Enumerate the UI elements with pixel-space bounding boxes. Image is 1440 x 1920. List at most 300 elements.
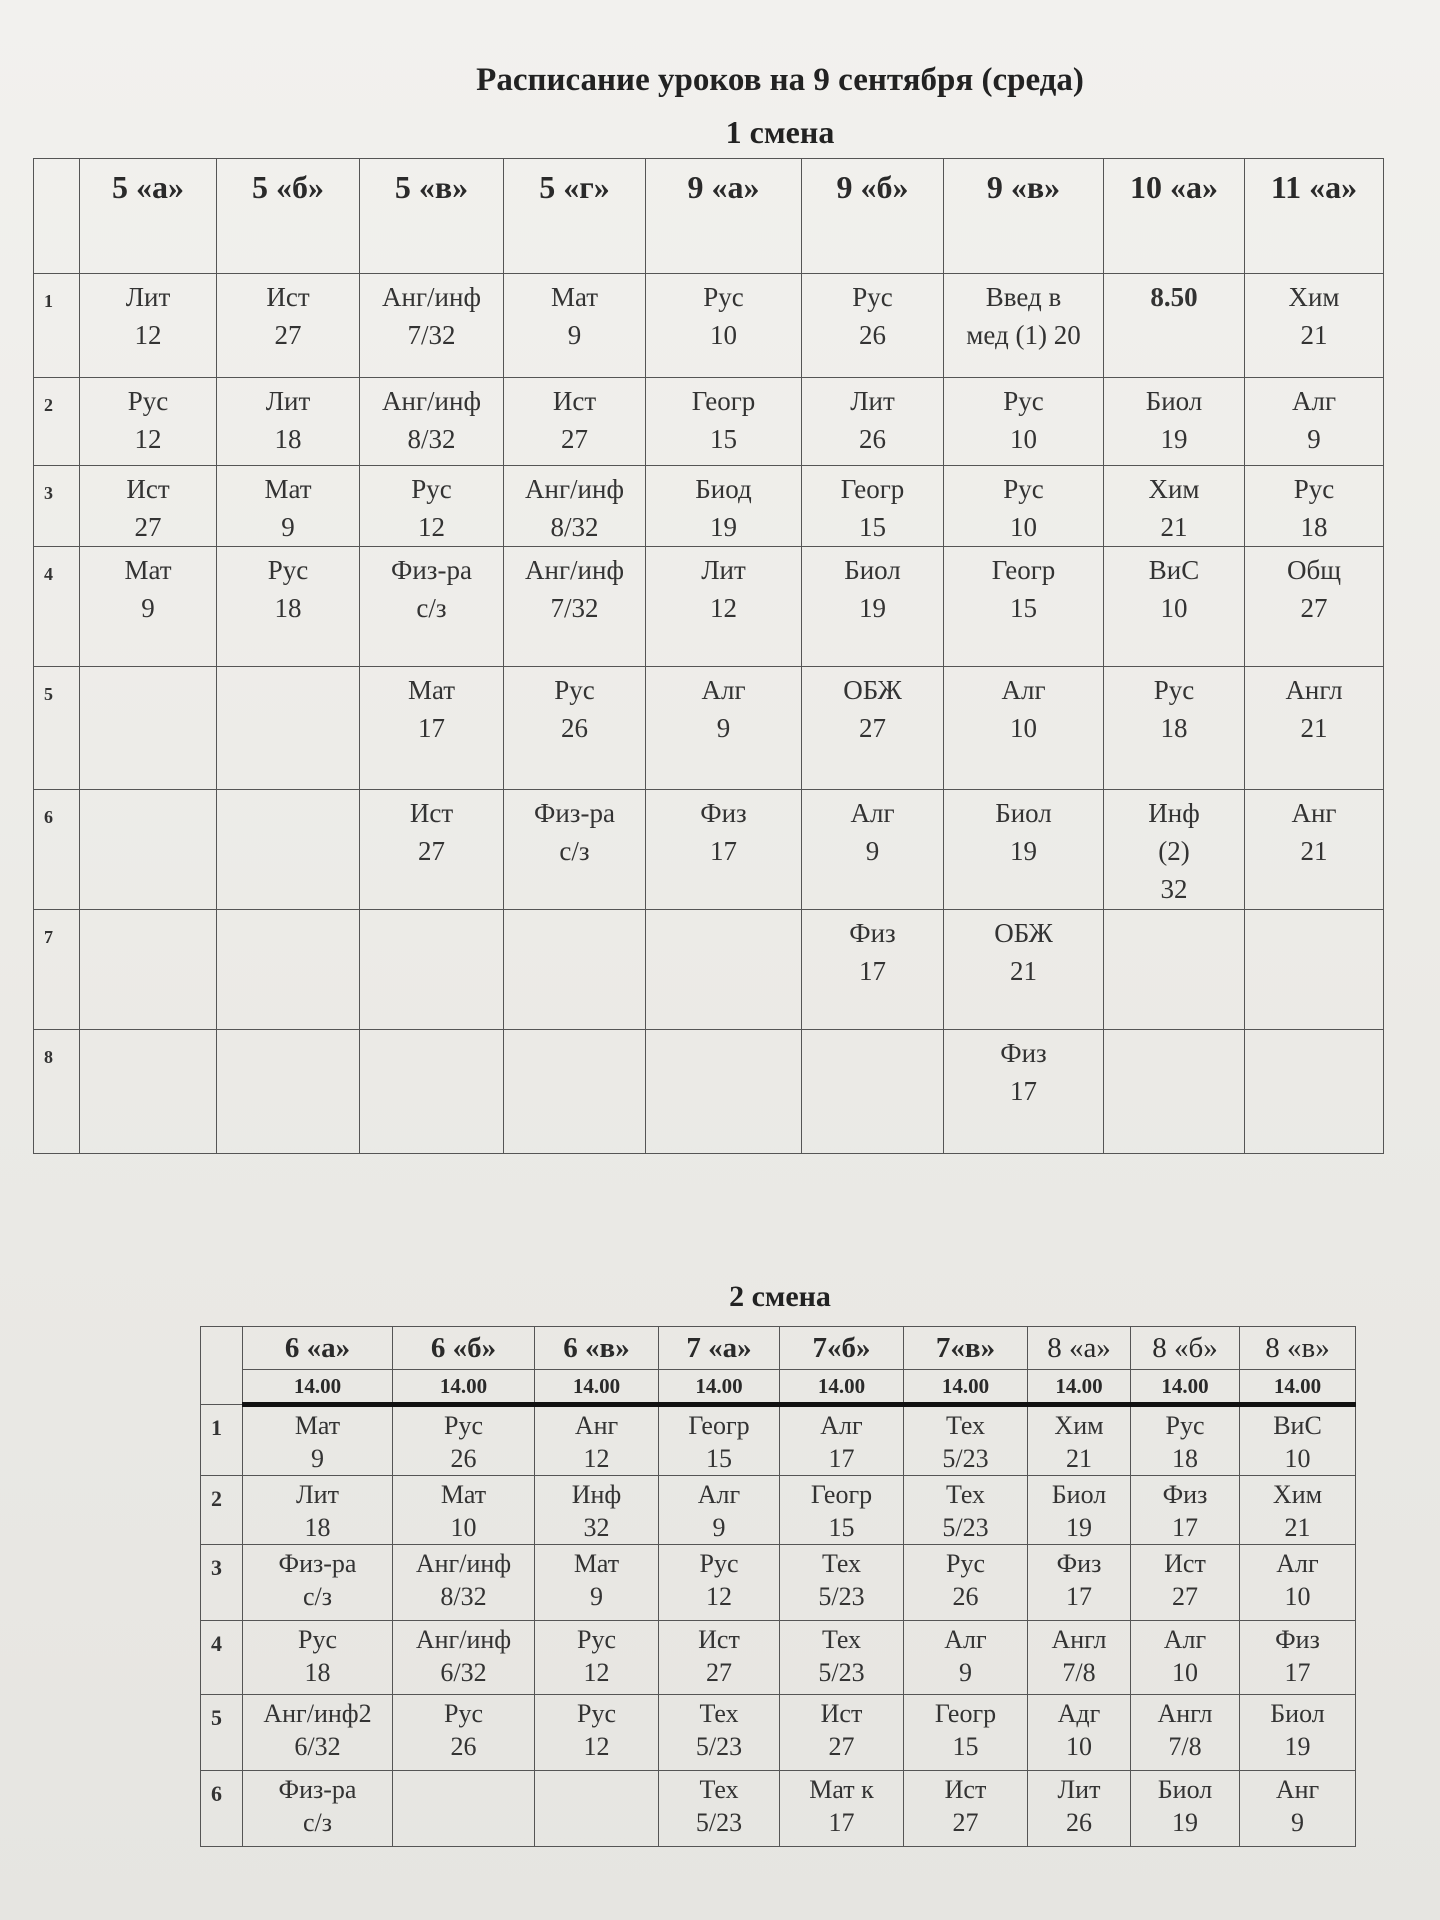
room-text: 19	[1010, 836, 1037, 866]
room-text: 17	[418, 713, 445, 743]
class-header: 8 «в»	[1240, 1327, 1356, 1370]
lesson-cell	[1245, 378, 1384, 466]
room-text: 10	[710, 320, 737, 350]
room-text: 18	[274, 424, 302, 454]
room-text: 15	[952, 1732, 979, 1761]
lesson-cell	[1131, 1545, 1240, 1621]
lesson-row	[34, 378, 1384, 466]
room-text: 21	[1300, 320, 1328, 350]
subject-text: Геогр	[691, 386, 756, 416]
corner-cell	[201, 1327, 243, 1405]
room-text: 10	[1066, 1732, 1092, 1761]
room-text: 7/8	[1062, 1658, 1096, 1687]
subject-text: Алг	[697, 1480, 741, 1509]
subject-text: Рус	[127, 386, 169, 416]
room-text: 18	[1160, 713, 1188, 743]
lesson-number: 7	[34, 910, 80, 1030]
room-text: 18	[304, 1513, 331, 1542]
lesson-cell	[217, 910, 360, 1030]
room-text: 8/32	[407, 424, 456, 454]
room-text: 9	[311, 1444, 324, 1473]
lesson-row	[201, 1405, 1356, 1476]
room-text: 6/32	[440, 1658, 487, 1687]
subject-text: Хим	[1054, 1411, 1104, 1440]
subject-text: Хим	[1148, 474, 1200, 504]
lesson-cell	[243, 1545, 393, 1621]
room-text: 17	[1066, 1582, 1092, 1611]
lesson-cell	[1028, 1771, 1131, 1847]
lesson-row	[201, 1545, 1356, 1621]
room-text: 21	[1160, 512, 1188, 542]
lesson-cell	[904, 1476, 1028, 1545]
lesson-cell	[944, 667, 1104, 790]
room-text: 12	[418, 512, 445, 542]
room-text: 32	[583, 1513, 610, 1542]
subject-text: Ист	[820, 1699, 863, 1728]
subject-text: Рус	[444, 1699, 483, 1728]
room-text: 17	[710, 836, 737, 866]
subject-text: Анг/инф	[415, 1549, 512, 1578]
subject-text: Лит	[850, 386, 895, 416]
lesson-cell	[802, 547, 944, 667]
lesson-cell	[659, 1545, 780, 1621]
lesson-cell	[504, 274, 646, 378]
room-text: 10	[1010, 424, 1037, 454]
room-text: 19	[1284, 1732, 1311, 1761]
subject-text: Биол	[844, 555, 901, 585]
lesson-cell	[646, 378, 802, 466]
subject-text: Анг/инф	[415, 1625, 512, 1654]
subject-text: Мат	[294, 1411, 341, 1440]
subject-text: Геогр	[934, 1699, 997, 1728]
subject-text: Англ	[1051, 1625, 1107, 1654]
class-header: 9 «а»	[646, 159, 802, 274]
subject-text: Ист	[698, 1625, 740, 1654]
lesson-number: 1	[34, 274, 80, 378]
room-text: с/з	[302, 1808, 333, 1837]
lesson-row	[34, 910, 1384, 1030]
shift1-header-row	[34, 159, 1384, 274]
lesson-cell	[802, 466, 944, 547]
subject-text: ВиС	[1148, 555, 1200, 585]
subject-text: Рус	[703, 282, 744, 312]
lesson-row	[34, 274, 1384, 378]
room-text: 12	[710, 593, 737, 623]
subject-text: Рус	[852, 282, 893, 312]
lesson-cell	[360, 466, 504, 547]
subject-text: Англ	[1285, 675, 1343, 705]
start-time: 14.00	[904, 1370, 1028, 1405]
room-text: 21	[1284, 1513, 1311, 1542]
lesson-cell	[646, 790, 802, 910]
subject-text: ОБЖ	[843, 675, 902, 705]
room-text: 15	[828, 1513, 855, 1542]
room-text: 10	[1284, 1444, 1311, 1473]
shift2-class-row	[201, 1327, 1356, 1370]
subject-text: Адг	[1057, 1699, 1101, 1728]
lesson-cell	[217, 547, 360, 667]
lesson-number: 4	[34, 547, 80, 667]
lesson-cell	[944, 378, 1104, 466]
lesson-cell	[1240, 1771, 1356, 1847]
lesson-number: 5	[34, 667, 80, 790]
room-text: 6/32	[294, 1732, 341, 1761]
shift1-table	[33, 158, 1384, 1154]
lesson-cell	[1131, 1405, 1240, 1476]
lesson-cell	[646, 667, 802, 790]
room-text: мед (1) 20	[966, 320, 1081, 350]
room-text: 9	[1291, 1808, 1304, 1837]
lesson-cell	[1104, 790, 1245, 910]
subject-text: Физ	[1056, 1549, 1102, 1578]
lesson-row	[34, 466, 1384, 547]
lesson-cell	[944, 274, 1104, 378]
lesson-cell	[393, 1695, 535, 1771]
start-time: 14.00	[393, 1370, 535, 1405]
room-text: с/з	[416, 593, 447, 623]
room-text: 5/23	[695, 1808, 743, 1837]
class-header: 9 «в»	[944, 159, 1104, 274]
subject-text: Рус	[577, 1699, 616, 1728]
lesson-cell	[1028, 1405, 1131, 1476]
room-text: 26	[1066, 1808, 1092, 1837]
class-header: 7 «а»	[659, 1327, 780, 1370]
subject-text: Мат	[124, 555, 172, 585]
lesson-cell	[802, 910, 944, 1030]
room-text: 15	[710, 424, 737, 454]
subject-text: Инф	[1148, 798, 1200, 828]
room-text: 10	[1010, 713, 1037, 743]
subject-text: Анг/инф2	[263, 1699, 372, 1728]
lesson-cell	[1245, 790, 1384, 910]
room-text: 21	[1300, 836, 1328, 866]
lesson-cell	[360, 910, 504, 1030]
subject-text: Лит	[125, 282, 171, 312]
class-header: 5 «а»	[80, 159, 217, 274]
shift2-table	[200, 1326, 1356, 1847]
class-header: 5 «в»	[360, 159, 504, 274]
lesson-cell	[360, 547, 504, 667]
subject-text: Введ в	[985, 282, 1062, 312]
corner-cell	[34, 159, 80, 274]
room-text: 27	[952, 1808, 979, 1837]
lesson-cell	[659, 1695, 780, 1771]
subject-text: Тех	[945, 1480, 986, 1509]
room-text: 18	[1300, 512, 1328, 542]
subject-text: Мат к	[809, 1775, 874, 1804]
subject-text: Физ	[1000, 1038, 1047, 1068]
lesson-cell	[360, 790, 504, 910]
room-text: 21	[1300, 713, 1328, 743]
page-title: Расписание уроков на 9 сентября (среда)	[476, 62, 1084, 98]
room-text: 19	[710, 512, 737, 542]
lesson-number: 4	[201, 1621, 243, 1695]
lesson-cell	[944, 547, 1104, 667]
room-text: 27	[418, 836, 445, 866]
room-text: 19	[1160, 424, 1188, 454]
subject-text: Хим	[1288, 282, 1340, 312]
subject-text: Мат	[407, 675, 456, 705]
start-time: 14.00	[659, 1370, 780, 1405]
lesson-cell	[1245, 547, 1384, 667]
subject-text: Рус	[1165, 1411, 1205, 1440]
subject-text: Биол	[1157, 1775, 1213, 1804]
room-text: 19	[1066, 1513, 1092, 1542]
subject-text: Общ	[1286, 555, 1342, 585]
lesson-cell	[944, 790, 1104, 910]
subject-text: Физ-ра	[391, 555, 472, 585]
room-text: 9	[1307, 424, 1321, 454]
subject-text: Анг	[1291, 798, 1337, 828]
lesson-cell	[1131, 1476, 1240, 1545]
lesson-cell	[504, 910, 646, 1030]
lesson-cell	[360, 667, 504, 790]
subject-text: Мат	[550, 282, 599, 312]
lesson-cell	[360, 274, 504, 378]
room-text: 12	[134, 320, 162, 350]
lesson-cell	[535, 1405, 659, 1476]
room-text: 26	[859, 424, 886, 454]
room-text: 9	[716, 713, 731, 743]
lesson-cell	[80, 790, 217, 910]
lesson-cell	[944, 1030, 1104, 1154]
lesson-cell	[1028, 1695, 1131, 1771]
subject-text: Лит	[265, 386, 311, 416]
subject-text: Ист	[552, 386, 597, 416]
subject-text: Рус	[411, 474, 452, 504]
lesson-cell	[904, 1695, 1028, 1771]
lesson-cell	[780, 1621, 904, 1695]
room-text: 19	[859, 593, 886, 623]
lesson-cell	[1240, 1405, 1356, 1476]
lesson-cell	[360, 1030, 504, 1154]
lesson-number: 6	[201, 1771, 243, 1847]
subject-text: Рус	[267, 555, 309, 585]
lesson-cell	[802, 790, 944, 910]
lesson-cell	[944, 910, 1104, 1030]
subject-text: Алг	[1001, 675, 1046, 705]
subject-text: 8.50	[1150, 282, 1198, 312]
subject-text: Мат	[440, 1480, 487, 1509]
lesson-number: 3	[201, 1545, 243, 1621]
lesson-cell	[802, 667, 944, 790]
subject-text: Рус	[1153, 675, 1195, 705]
room-text: 10	[450, 1513, 477, 1542]
subject-text: Рус	[577, 1625, 616, 1654]
room-text: 12	[583, 1658, 610, 1687]
room-text: с/з	[302, 1582, 333, 1611]
subject-text: Физ	[1162, 1480, 1208, 1509]
room-text: 19	[1172, 1808, 1198, 1837]
room-text: 26	[561, 713, 588, 743]
subject-text: Лит	[296, 1480, 339, 1509]
subject-text: Анг/инф	[525, 555, 624, 585]
lesson-cell	[80, 274, 217, 378]
lesson-cell	[646, 1030, 802, 1154]
subject-text: Биол	[1270, 1699, 1325, 1728]
lesson-number: 2	[34, 378, 80, 466]
class-header: 5 «б»	[217, 159, 360, 274]
room-text: 21	[1066, 1444, 1092, 1473]
subject-text: Инф	[571, 1480, 622, 1509]
lesson-cell	[535, 1695, 659, 1771]
subject-text: Физ-ра	[534, 798, 615, 828]
lesson-cell	[80, 910, 217, 1030]
lesson-cell	[393, 1405, 535, 1476]
subject-text: Рус	[444, 1411, 483, 1440]
room-text: 32	[1160, 874, 1188, 904]
start-time: 14.00	[1240, 1370, 1356, 1405]
lesson-row	[201, 1771, 1356, 1847]
room-text: 7/32	[550, 593, 599, 623]
room-text: (2)	[1158, 836, 1190, 866]
room-text: 5/23	[818, 1658, 865, 1687]
room-text: 9	[959, 1658, 972, 1687]
subject-text: Биол	[1051, 1480, 1107, 1509]
lesson-cell	[1245, 1030, 1384, 1154]
lesson-cell	[1131, 1621, 1240, 1695]
shift2-time-row	[201, 1370, 1356, 1405]
lesson-cell	[1240, 1545, 1356, 1621]
room-text: 18	[274, 593, 302, 623]
room-text: 12	[706, 1582, 732, 1611]
subject-text: Рус	[946, 1549, 985, 1578]
lesson-cell	[80, 667, 217, 790]
lesson-cell	[504, 547, 646, 667]
room-text: 18	[1172, 1444, 1198, 1473]
lesson-cell	[243, 1695, 393, 1771]
class-header: 9 «б»	[802, 159, 944, 274]
room-text: 27	[1172, 1582, 1198, 1611]
subject-text: Тех	[945, 1411, 986, 1440]
class-header: 5 «г»	[504, 159, 646, 274]
lesson-cell	[243, 1771, 393, 1847]
lesson-row	[34, 1030, 1384, 1154]
lesson-cell	[659, 1476, 780, 1545]
room-text: 5/23	[942, 1444, 989, 1473]
subject-text: Алг	[1163, 1625, 1207, 1654]
room-text: 26	[952, 1582, 979, 1611]
room-text: 9	[865, 836, 880, 866]
class-header: 10 «а»	[1104, 159, 1245, 274]
start-time: 14.00	[243, 1370, 393, 1405]
lesson-cell	[1104, 910, 1245, 1030]
room-text: 15	[706, 1444, 732, 1473]
lesson-cell	[1028, 1476, 1131, 1545]
lesson-row	[201, 1476, 1356, 1545]
lesson-cell	[243, 1476, 393, 1545]
room-text: 10	[1172, 1658, 1198, 1687]
lesson-cell	[504, 1030, 646, 1154]
room-text: 17	[1010, 1076, 1037, 1106]
room-text: 17	[859, 956, 886, 986]
room-text: 5/23	[942, 1513, 989, 1542]
subject-text: Геогр	[840, 474, 905, 504]
subject-text: Алг	[944, 1625, 987, 1654]
lesson-cell	[80, 466, 217, 547]
lesson-cell	[1104, 466, 1245, 547]
shift1-heading: 1 смена	[725, 114, 835, 150]
subject-text: ВиС	[1273, 1411, 1322, 1440]
lesson-number: 6	[34, 790, 80, 910]
room-text: 17	[828, 1444, 855, 1473]
lesson-cell	[80, 1030, 217, 1154]
lesson-cell	[80, 547, 217, 667]
lesson-cell	[217, 378, 360, 466]
lesson-cell	[504, 667, 646, 790]
subject-text: Алг	[701, 675, 746, 705]
subject-text: Биол	[995, 798, 1052, 828]
room-text: 17	[1172, 1513, 1198, 1542]
lesson-cell	[243, 1405, 393, 1476]
lesson-cell	[646, 466, 802, 547]
subject-text: Лит	[1057, 1775, 1101, 1804]
room-text: 27	[274, 320, 302, 350]
class-header: 7«б»	[780, 1327, 904, 1370]
lesson-cell	[659, 1621, 780, 1695]
room-text: 17	[828, 1808, 855, 1837]
subject-text: Мат	[573, 1549, 620, 1578]
lesson-cell	[243, 1621, 393, 1695]
subject-text: Ист	[1164, 1549, 1206, 1578]
room-text: 9	[567, 320, 582, 350]
room-text: 7/8	[1168, 1732, 1202, 1761]
subject-text: Хим	[1272, 1480, 1323, 1509]
lesson-cell	[1245, 667, 1384, 790]
lesson-cell	[659, 1771, 780, 1847]
subject-text: Физ	[849, 918, 896, 948]
room-text: 10	[1160, 593, 1188, 623]
subject-text: Физ-ра	[278, 1775, 357, 1804]
subject-text: Алг	[1276, 1549, 1319, 1578]
lesson-cell	[1240, 1695, 1356, 1771]
lesson-row	[34, 667, 1384, 790]
start-time: 14.00	[535, 1370, 659, 1405]
lesson-cell	[802, 274, 944, 378]
lesson-cell	[1131, 1771, 1240, 1847]
room-text: 12	[134, 424, 162, 454]
lesson-cell	[504, 790, 646, 910]
lesson-cell	[217, 667, 360, 790]
subject-text: Анг/инф	[382, 282, 481, 312]
lesson-cell	[1104, 547, 1245, 667]
lesson-cell	[393, 1621, 535, 1695]
class-header: 7«в»	[904, 1327, 1028, 1370]
room-text: 27	[706, 1658, 732, 1687]
lesson-cell	[393, 1771, 535, 1847]
lesson-row	[201, 1695, 1356, 1771]
room-text: 10	[1010, 512, 1037, 542]
subject-text: Алг	[850, 798, 895, 828]
lesson-number: 1	[201, 1405, 243, 1476]
subject-text: Алг	[820, 1411, 863, 1440]
room-text: 8/32	[440, 1582, 487, 1611]
lesson-cell	[217, 1030, 360, 1154]
subject-text: Тех	[821, 1625, 862, 1654]
lesson-cell	[780, 1545, 904, 1621]
lesson-cell	[780, 1695, 904, 1771]
lesson-cell	[1131, 1695, 1240, 1771]
class-header: 8 «б»	[1131, 1327, 1240, 1370]
class-header: 6 «б»	[393, 1327, 535, 1370]
lesson-number: 3	[34, 466, 80, 547]
room-text: 21	[1010, 956, 1037, 986]
lesson-cell	[217, 790, 360, 910]
lesson-cell	[1028, 1621, 1131, 1695]
room-text: 27	[1300, 593, 1328, 623]
subject-text: Рус	[298, 1625, 337, 1654]
lesson-cell	[646, 547, 802, 667]
